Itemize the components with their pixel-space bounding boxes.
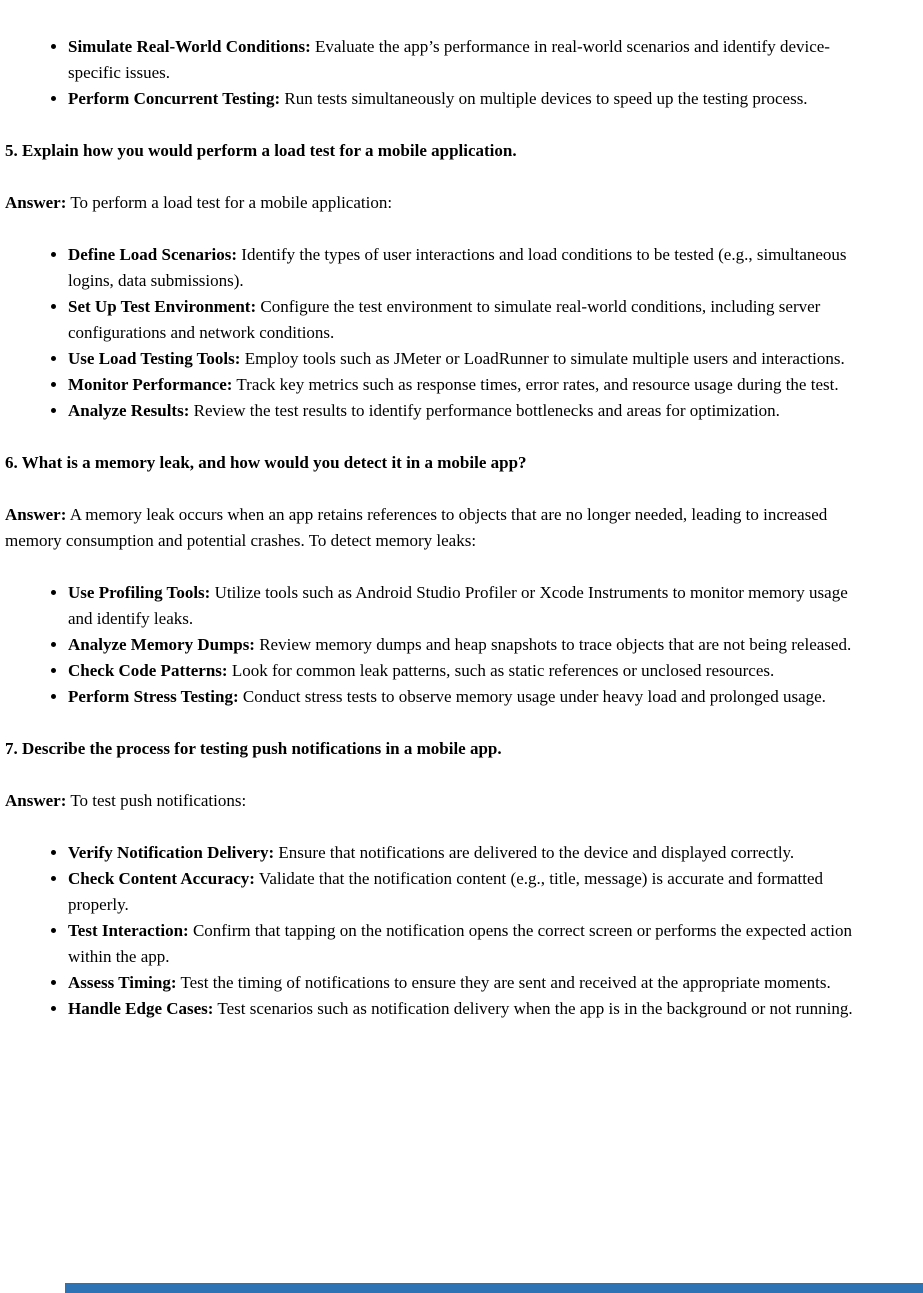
item-text: Configure the test environment to simulate real-world conditions, including server configurations and network conditions. bbox=[68, 297, 821, 342]
item-text: Track key metrics such as response times, error rates, and resource usage during the test. bbox=[236, 375, 839, 394]
page-bottom-blue-bar bbox=[65, 1283, 923, 1293]
item-label: Analyze Memory Dumps: bbox=[68, 635, 255, 654]
item-label: Test Interaction: bbox=[68, 921, 189, 940]
list-item bbox=[68, 840, 858, 866]
list-item bbox=[68, 294, 858, 346]
question-7-heading: 7. Describe the process for testing push notifications in a mobile app. bbox=[5, 739, 502, 758]
list-item bbox=[68, 684, 858, 710]
question-6-answer bbox=[5, 502, 858, 554]
item-label: Check Content Accuracy: bbox=[68, 869, 255, 888]
list-item bbox=[68, 866, 858, 918]
item-label: Perform Stress Testing: bbox=[68, 687, 239, 706]
answer-text: A memory leak occurs when an app retains references to objects that are no longer needed, leading to increased memory consumption and potential crashes. To detect memory leaks: bbox=[5, 505, 828, 550]
item-text: Validate that the notification content (e.g., title, message) is accurate and formatted properly. bbox=[68, 869, 824, 914]
item-text: Look for common leak patterns, such as static references or unclosed resources. bbox=[231, 661, 775, 680]
list-item bbox=[68, 86, 858, 112]
question-6-heading: 6. What is a memory leak, and how would you detect it in a mobile app? bbox=[5, 453, 527, 472]
question-6-bullet-list bbox=[5, 580, 858, 710]
list-item bbox=[68, 996, 858, 1022]
list-item bbox=[68, 632, 858, 658]
answer-label: Answer: bbox=[5, 791, 67, 810]
carryover-bullet-list bbox=[5, 34, 858, 112]
item-label: Handle Edge Cases: bbox=[68, 999, 214, 1018]
list-item bbox=[68, 970, 858, 996]
item-label: Simulate Real-World Conditions: bbox=[68, 37, 311, 56]
item-label: Define Load Scenarios: bbox=[68, 245, 238, 264]
item-label: Analyze Results: bbox=[68, 401, 190, 420]
list-item bbox=[68, 346, 858, 372]
list-item bbox=[68, 658, 858, 684]
list-item bbox=[68, 34, 858, 86]
list-item bbox=[68, 918, 858, 970]
item-text: Run tests simultaneously on multiple devices to speed up the testing process. bbox=[284, 89, 808, 108]
item-text: Test the timing of notifications to ensure they are sent and received at the appropriate moments. bbox=[180, 973, 831, 992]
item-label: Check Code Patterns: bbox=[68, 661, 228, 680]
item-text: Review memory dumps and heap snapshots to trace objects that are not being released. bbox=[259, 635, 852, 654]
item-label: Verify Notification Delivery: bbox=[68, 843, 275, 862]
item-label: Use Load Testing Tools: bbox=[68, 349, 241, 368]
item-text: Confirm that tapping on the notification opens the correct screen or performs the expected action within the app. bbox=[68, 921, 852, 966]
item-label: Use Profiling Tools: bbox=[68, 583, 211, 602]
answer-label: Answer: bbox=[5, 505, 67, 524]
item-text: Employ tools such as JMeter or LoadRunner to simulate multiple users and interactions. bbox=[244, 349, 845, 368]
question-7-bullet-list bbox=[5, 840, 858, 1022]
list-item bbox=[68, 580, 858, 632]
item-text: Conduct stress tests to observe memory usage under heavy load and prolonged usage. bbox=[242, 687, 826, 706]
list-item bbox=[68, 398, 858, 424]
question-5-bullet-list bbox=[5, 242, 858, 424]
item-label: Set Up Test Environment: bbox=[68, 297, 257, 316]
list-item bbox=[68, 372, 858, 398]
item-text: Test scenarios such as notification delivery when the app is in the background or not running. bbox=[217, 999, 853, 1018]
question-5-answer bbox=[5, 190, 858, 216]
question-5-heading: 5. Explain how you would perform a load test for a mobile application. bbox=[5, 141, 517, 160]
item-text: Identify the types of user interactions and load conditions to be tested (e.g., simultaneous logins, data submissions). bbox=[68, 245, 847, 290]
item-text: Utilize tools such as Android Studio Profiler or Xcode Instruments to monitor memory usage and identify leaks. bbox=[68, 583, 848, 628]
answer-text: To perform a load test for a mobile application: bbox=[70, 193, 393, 212]
item-label: Perform Concurrent Testing: bbox=[68, 89, 281, 108]
item-label: Monitor Performance: bbox=[68, 375, 233, 394]
list-item bbox=[68, 242, 858, 294]
item-text: Review the test results to identify performance bottlenecks and areas for optimization. bbox=[193, 401, 780, 420]
item-label: Assess Timing: bbox=[68, 973, 177, 992]
answer-text: To test push notifications: bbox=[70, 791, 247, 810]
item-text: Ensure that notifications are delivered to the device and displayed correctly. bbox=[278, 843, 795, 862]
answer-label: Answer: bbox=[5, 193, 67, 212]
question-7-answer bbox=[5, 788, 858, 814]
item-text: Evaluate the app’s performance in real-world scenarios and identify device-specific issues. bbox=[68, 37, 830, 82]
